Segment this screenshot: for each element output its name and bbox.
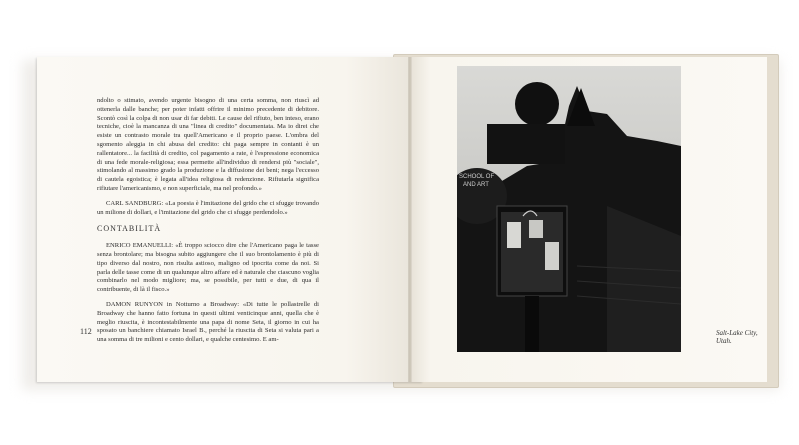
sign-text: SCHOOL OF (459, 174, 495, 180)
paragraph: DAMON RUNYON in Notturno a Broadway: «Di tutte le pollastrelle di Broadway che hanno fatto fortuna in questi ultimi venticinque anni, quella che è meglio riuscita, è incontestabilmente una papa di nome Seta, il giorno in cui ha sposato un banchiere chiamato Israel B., perché la riuscita di Seta si valuta pari a una somma di tre milioni e cento dollari, e qualche centesimo. E am- (97, 300, 319, 344)
photo-scene (457, 66, 681, 352)
page-number: 112 (80, 327, 92, 336)
photograph (457, 66, 681, 352)
paragraph: CARL SANDBURG: «La poesia è l'imitazione del grido che ci sfugge trovando un milione di dollari, e l'imitazione del grido che ci sfugge perdendolo.» (97, 199, 319, 216)
paragraph: ndolto o stimato, avendo urgente bisogno di una certa somma, non riuscì ad ottenerla dalle banche; per poter infatti offrire il minimo precedente di debitore. Scontò così la colpa di non usar di far debiti. Le cause del rifiuto, ben inteso, erano tecniche, cioè la mancanza di una "linea di credito" documentata. Ma io direi che esiste un contrasto morale tra quell'Americano e il proprio paese. L'ombra del sgomento aleggia in chi abusa del credito: chi paga sempre in contanti è un rallentatore... la facilità di credito, col pagamento a rate, è l'espressione economica di una fede morale-religiosa; essa permette all'individuo di rendersi più "sociale", stimolando al massimo grado la produzione e la diffusione dei beni; nega l'eccesso di cautela egoistica; è legata all'idea religiosa di redenzione. Rifiutarla significa rifiutare l'americanismo, e non superficiale, ma nel profondo.» (97, 97, 319, 192)
open-book (25, 54, 777, 386)
photo-caption: Salt-Lake City, Utah. (716, 329, 758, 345)
book-gutter (408, 57, 412, 382)
left-page (37, 57, 423, 382)
section-heading: CONTABILITÀ (97, 224, 162, 234)
left-page-text (97, 97, 319, 351)
sign-text: AND ART (463, 182, 489, 188)
paragraph: ENRICO EMANUELLI: «È troppo sciocco dire che l'Americano paga le tasse senza brontolare; ma bisogna subito aggiungere che il suo brontolamento è più di tipo diverso dal nostro, non risulta astioso, maligno od ipocrita come da noi. Si parla delle tasse come di un qualunque altro affare ed è naturale che ciascuno voglia combinarlo nel modo migliore; ma, se possibile, per tutti e due, di qua il contribuente, di là il fisco.» (97, 242, 319, 294)
